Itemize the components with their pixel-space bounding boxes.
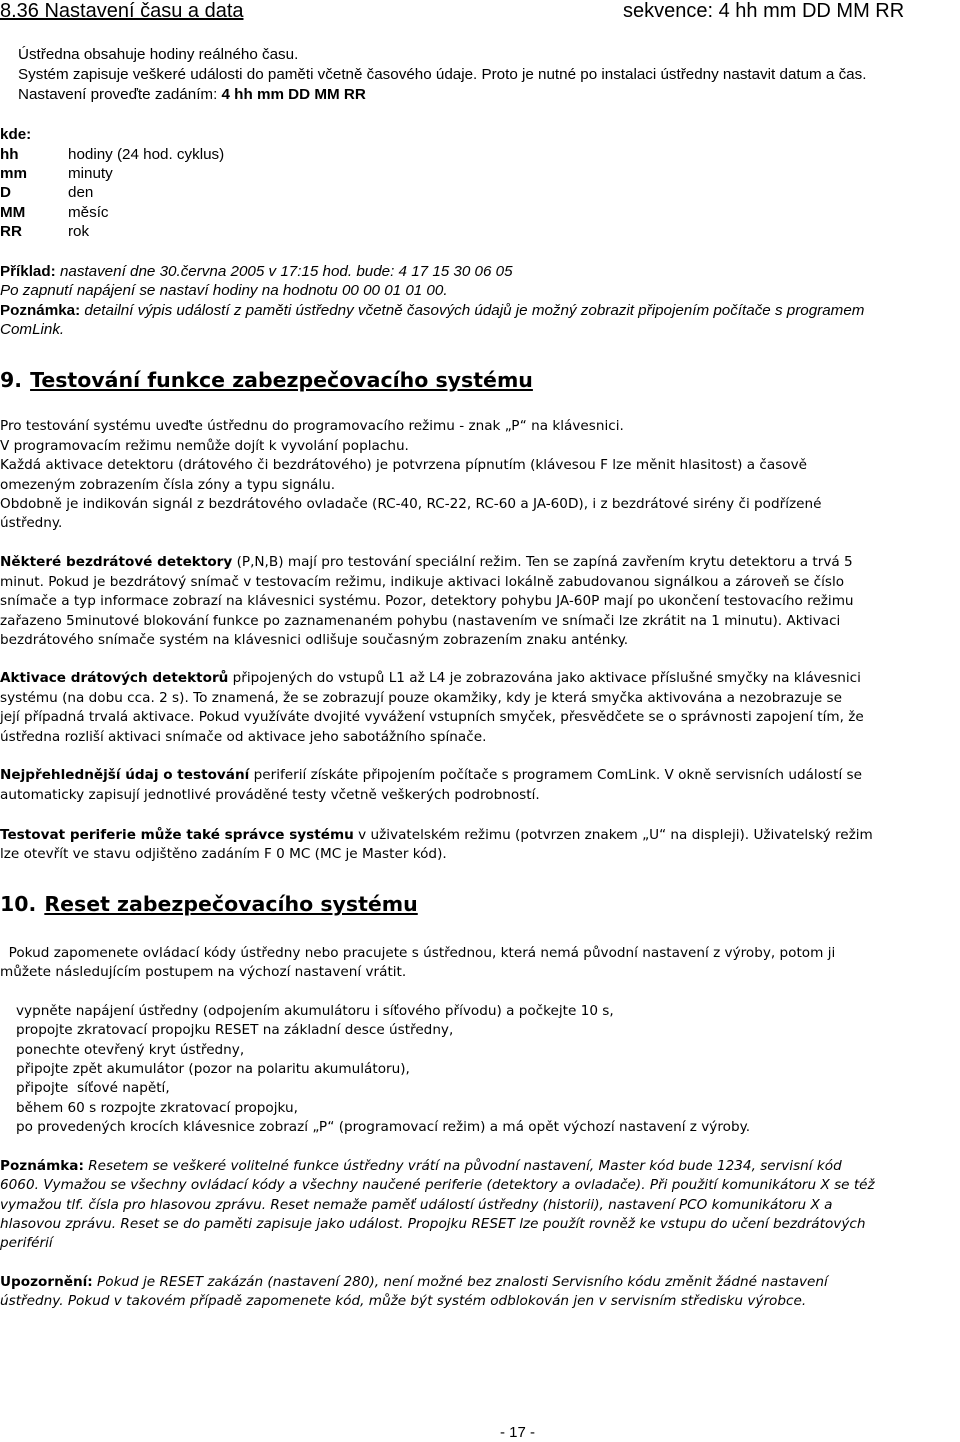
definitions-label: kde: bbox=[0, 126, 32, 143]
section-9-heading bbox=[0, 368, 533, 392]
example-label: Příklad: bbox=[0, 263, 56, 280]
reset-step: připojte síťové napětí, bbox=[16, 1080, 170, 1096]
section-title: 8.36 Nastavení času a data bbox=[0, 0, 244, 22]
s9-p3-bold: Aktivace drátových detektorů bbox=[0, 670, 229, 686]
def-value: hodiny (24 hod. cyklus) bbox=[68, 146, 225, 163]
section-10-number: 10. bbox=[0, 892, 37, 916]
def-key: D bbox=[0, 184, 11, 201]
s9-p1-line: ústředny. bbox=[0, 515, 63, 531]
section-9-number: 9. bbox=[0, 368, 23, 392]
def-key: mm bbox=[0, 165, 28, 182]
s9-p2-line: bezdrátového snímače systém na klávesnici odlišuje současným zobrazením znaku anténky. bbox=[0, 632, 629, 648]
s9-p3-line: systému (na dobu cca. 2 s). To znamená, že se zobrazují pouze okamžiky, kdy je která smyčka aktivována a nezobrazuje se bbox=[0, 690, 842, 706]
def-key: MM bbox=[0, 204, 26, 221]
s9-p2-line: Některé bezdrátové detektory (P,N,B) mají pro testování speciální režim. Ten se zapíná zavřením krytu detektoru a trvá 5 bbox=[0, 554, 853, 570]
s9-p5-line: Testovat periferie může také správce systému v uživatelském režimu (potvrzen znakem „U“ na displeji). Uživatelský režim bbox=[0, 827, 873, 843]
s9-p1-line: V programovacím režimu nemůže dojít k vyvolání poplachu. bbox=[0, 438, 409, 454]
section-10-title: Reset zabezpečovacího systému bbox=[44, 892, 418, 916]
reset-step: propojte zkratovací propojku RESET na základní desce ústředny, bbox=[16, 1022, 454, 1038]
example-line-2: Po zapnutí napájení se nastaví hodiny na hodnotu 00 00 01 01 00. bbox=[0, 282, 448, 299]
section-9-title: Testování funkce zabezpečovacího systému bbox=[30, 368, 533, 392]
def-key: hh bbox=[0, 146, 19, 163]
note-label: Poznámka: bbox=[0, 302, 81, 319]
s9-p2-line: minut. Pokud je bezdrátový snímač v testovacím režimu, indikuje aktivaci lokálně zabudovanou signálkou a zároveň se číslo bbox=[0, 574, 845, 590]
reset-note-line: vymažou tlf. čísla pro hlasovou zprávu. Reset nemaže paměť událostí ústředny (historii), nastavení PCO komunikátoru X a bbox=[0, 1197, 833, 1213]
s9-p1-line: Každá aktivace detektoru (drátového či bezdrátového) je potvrzena pípnutím (klávesou F lze měnit hlasitost) a časově bbox=[0, 457, 808, 473]
warning-line: ústředny. Pokud v takovém případě zapomenete kód, může být systém odblokován jen v servisním středisku výrobce. bbox=[0, 1293, 807, 1309]
s9-p4-line: automaticky zapisují jednotlivé prováděné testy včetně veškerých podrobností. bbox=[0, 787, 540, 803]
note-line-1: Poznámka: detailní výpis událostí z paměti ústředny včetně časových údajů je možný zobrazit připojením počítače s programem bbox=[0, 302, 865, 319]
s9-p3-line: její případná trvalá aktivace. Pokud využíváte dvojité vyvážení vstupních smyček, přesvědčete se o správnosti zapojení tím, že bbox=[0, 709, 864, 725]
def-key: RR bbox=[0, 223, 22, 240]
s10-intro-line: můžete následujícím postupem na výchozí nastavení vrátit. bbox=[0, 964, 407, 980]
section-10-heading bbox=[0, 892, 418, 916]
intro-code: 4 hh mm DD MM RR bbox=[221, 86, 366, 103]
s9-p3-line: ústředna rozliší aktivaci snímače od aktivace jeho sabotážního spínače. bbox=[0, 729, 487, 745]
s9-p1-line: Pro testování systému uveďte ústřednu do programovacího režimu - znak „P“ na klávesnici. bbox=[0, 418, 624, 434]
s9-p4-line: Nejpřehlednější údaj o testování periferií získáte připojením počítače s programem ComLink. V okně servisních událostí se bbox=[0, 767, 862, 783]
intro-line-2: Systém zapisuje veškeré události do paměti včetně časového údaje. Proto je nutné po instalaci ústředny nastavit datum a čas. bbox=[18, 66, 867, 83]
warning-label: Upozornění: bbox=[0, 1274, 93, 1290]
reset-note-line: Poznámka: Resetem se veškeré volitelné funkce ústředny vrátí na původní nastavení, Master kód bude 1234, servisní kód bbox=[0, 1158, 842, 1174]
def-value: den bbox=[68, 184, 94, 201]
s9-p3-line: Aktivace drátových detektorů připojených do vstupů L1 až L4 je zobrazována jako aktivace příslušné smyčky na klávesnici bbox=[0, 670, 861, 686]
sequence-label: sekvence: 4 hh mm DD MM RR bbox=[623, 0, 905, 22]
reset-note-line: hlasovou zprávu. Reset se do paměti zapisuje jako událost. Propojku RESET lze použít rovněž ke vstupu do učení bezdrátových bbox=[0, 1216, 866, 1232]
note-line-2: ComLink. bbox=[0, 321, 65, 338]
s9-p2-line: zařazeno 5minutové blokování funkce po zaznamenaném pohybu (nastavením ve snímači lze zkrátit na 1 minutu). Aktivaci bbox=[0, 613, 841, 629]
s9-p1-line: Obdobně je indikován signál z bezdrátového ovladače (RC-40, RC-22, RC-60 a JA-60D), i z bezdrátové sirény či podřízené bbox=[0, 496, 822, 512]
s9-p5-line: lze otevřít ve stavu odjištěno zadáním F 0 MC (MC je Master kód). bbox=[0, 846, 447, 862]
s9-p5-bold: Testovat periferie může také správce systému bbox=[0, 827, 354, 843]
def-value: minuty bbox=[68, 165, 113, 182]
reset-note-label: Poznámka: bbox=[0, 1158, 84, 1174]
page-number: - 17 - bbox=[500, 1424, 536, 1441]
s9-p2-bold: Některé bezdrátové detektory bbox=[0, 554, 233, 570]
s10-intro-line: Pokud zapomenete ovládací kódy ústředny nebo pracujete s ústřednou, která nemá původní nastavení z výroby, potom ji bbox=[0, 945, 836, 961]
warning-line: Upozornění: Pokud je RESET zakázán (nastavení 280), není možné bez znalosti Servisního kódu změnit žádné nastavení bbox=[0, 1274, 828, 1290]
reset-step: připojte zpět akumulátor (pozor na polaritu akumulátoru), bbox=[16, 1061, 410, 1077]
intro-line-3: Nastavení proveďte zadáním: 4 hh mm DD MM RR bbox=[18, 86, 366, 103]
s9-p2-line: snímače a typ informace zobrazí na klávesnici systému. Pozor, detektory pohybu JA-60P mají po ukončení testovacího režimu bbox=[0, 593, 854, 609]
reset-note-line: periférií bbox=[0, 1235, 53, 1251]
reset-step: vypněte napájení ústředny (odpojením akumulátoru i síťového přívodu) a počkejte 10 s, bbox=[16, 1003, 614, 1019]
reset-step: ponechte otevřený kryt ústředny, bbox=[16, 1042, 245, 1058]
intro-line-1: Ústředna obsahuje hodiny reálného času. bbox=[18, 46, 299, 63]
def-value: měsíc bbox=[68, 204, 109, 221]
def-value: rok bbox=[68, 223, 90, 240]
reset-note-line: 6060. Vymažou se všechny ovládací kódy a všechny naučené periferie (detektory a ovladače). Při použití komunikátoru X se též bbox=[0, 1177, 875, 1193]
reset-step: během 60 s rozpojte zkratovací propojku, bbox=[16, 1100, 298, 1116]
s9-p1-line: omezeným zobrazením čísla zóny a typu signálu. bbox=[0, 477, 336, 493]
s9-p4-bold: Nejpřehlednější údaj o testování bbox=[0, 767, 250, 783]
reset-step: po provedených krocích klávesnice zobrazí „P“ (programovací režim) a má opět výchozí nastavení z výroby. bbox=[16, 1119, 751, 1135]
example-text: nastavení dne 30.června 2005 v 17:15 hod. bude: 4 17 15 30 06 05 bbox=[55, 263, 513, 280]
example-line bbox=[0, 262, 513, 282]
